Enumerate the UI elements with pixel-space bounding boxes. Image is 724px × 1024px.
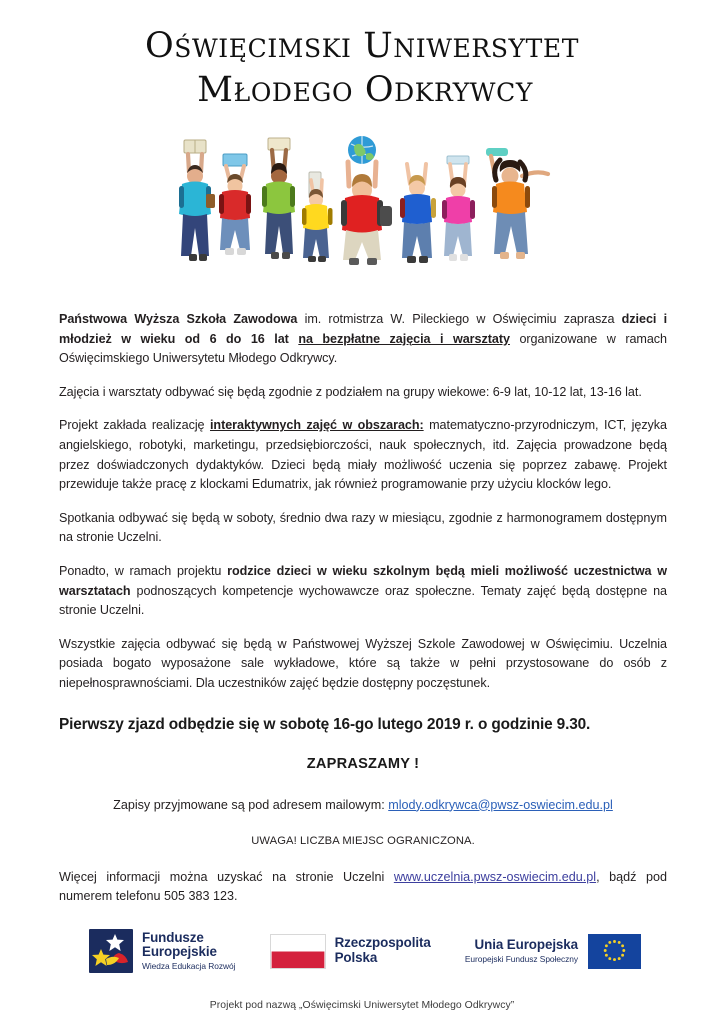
signup-line [59,796,667,814]
invite-headline: ZAPRASZAMY ! [306,755,420,772]
p5-lead: Ponadto, w ramach projektu [59,563,228,578]
first-meeting-headline: Pierwszy zjazd odbędzie się w sobotę 16-go lutego 2019 r. o godzinie 9.30. [59,715,591,733]
rp-line-1: Rzeczpospolita [334,935,431,951]
p5-bold: rodzice dzieci w wieku szkolnym będą mieli możliwość uczestnictwa w warsztatach [59,563,667,598]
rzeczpospolita-text [335,936,431,965]
p5-tail: podnoszących kompetencje wychowawcze oraz społeczne. Tematy zajęć będą dostępne na stronie Uczelni. [59,583,667,618]
paragraph-1 [59,310,667,369]
fundusze-europejskie-text [142,931,235,971]
unia-europejska-text [465,938,578,964]
p1-tail: organizowane w ramach Oświęcimskiego Uniwersytetu Młodego Odkrywcy. [59,331,668,366]
p3-bold-underline: interaktywnych zajęć w obszarach: [209,418,424,433]
paragraph-5 [59,562,667,621]
project-name-footer: Projekt pod nazwą „Oświęcimski Uniwersytet Młodego Odkrywcy” [209,1000,515,1011]
poster-body [59,310,667,907]
website-link[interactable]: www.uczelnia.pwsz-oswiecim.edu.pl [393,869,597,884]
fe-line-1: Fundusze [142,930,204,946]
jumping-children-photo [148,132,588,284]
eu-line-1: Unia Europejska [474,936,578,952]
logo-unia-europejska [465,934,641,969]
page-title [0,24,724,112]
p1-bold-lead: Państwowa Wyższa Szkoła Zawodowa [59,312,298,326]
limited-places-notice: UWAGA! LICZBA MIEJSC OGRANICZONA. [251,834,475,847]
eu-line-2: Europejski Fundusz Społeczny [464,954,578,964]
logo-rzeczpospolita-polska [270,934,431,969]
p3-lead: Projekt zakłada realizację [59,418,210,433]
paragraph-3 [59,416,667,494]
more-info-line [59,868,667,907]
fundusze-europejskie-stars-icon [89,929,133,973]
p1-bold-age: dzieci i młodzież w wieku od 6 do 16 lat [59,312,668,346]
logo-fundusze-europejskie [89,929,235,973]
title-line-2: Młodego Odkrywcy [197,70,533,110]
paragraph-6: Wszystkie zajęcia odbywać się będą w Państwowej Wyższej Szkole Zawodowej w Oświęcimiu. Uczelnia posiada bogato wyposażone sale wykładowe, które są także w pełni przystosowane do osób z niepełnosprawnościami. Dla uczestników zajęć będzie dostępny poczęstunek. [59,636,667,690]
email-link[interactable]: mlody.odkrywca@pwsz-oswiecim.edu.pl [388,797,613,812]
more-info-suffix: , bądź pod numerem telefonu 505 383 123. [59,869,668,904]
signup-prefix: Zapisy przyjmowane są pod adresem mailowym: [113,797,389,812]
european-union-flag-icon [588,934,641,969]
more-info-prefix: Więcej informacji można uzyskać na stronie Uczelni [59,869,394,884]
children-illustration [148,132,588,284]
paragraph-4: Spotkania odbywać się będą w soboty, średnio dwa razy w miesiącu, zgodnie z harmonogramem dostępnym na stronie Uczelni. [59,510,667,545]
fe-line-2: Europejskie [142,944,217,960]
paragraph-2: Zajęcia i warsztaty odbywać się będą zgodnie z podziałem na grupy wiekowe: 6-9 lat, 10-12 lat, 13-16 lat. [59,384,642,399]
funding-logos-strip [59,918,667,984]
title-line-1: Oświęcimski Uniwersytet [144,26,580,66]
p3-tail: matematyczno-przyrodniczym, ICT, języka angielskiego, robotyki, marketingu, przedsiębiorczości, nauk społecznych, itd. Zajęcia prowadzone będą przez doświadczonych dydaktyków. Dzieci będą miały możliwość uczenia się poprzez zabawę. Projekt przewiduje także pracę z klockami Edumatrix, jak również programowanie przy użyciu klocków lego. [59,418,668,492]
p1-bold-underline: na bezpłatne zajęcia i warsztaty [298,331,510,346]
fe-line-3: Wiedza Edukacja Rozwój [142,961,236,971]
p1-mid: im. rotmistrza W. Pileckiego w Oświęcimiu zaprasza [297,312,622,326]
polish-flag-icon [270,934,326,969]
rp-line-2: Polska [334,950,378,965]
